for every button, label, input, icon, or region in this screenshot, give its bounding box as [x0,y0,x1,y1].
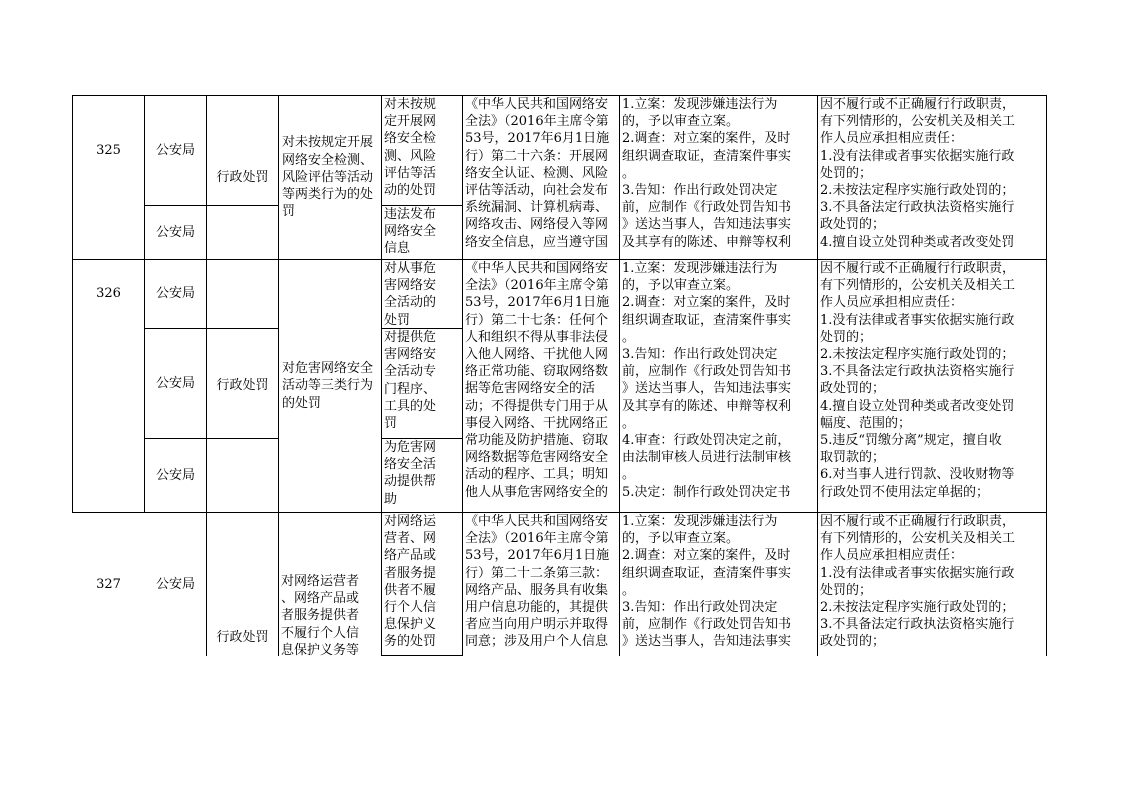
serial-number: 326 [96,286,121,302]
duty-line: 3.告知：作出行政处罚决定 [622,600,778,616]
duty-line: 的，予以审查立案。 [622,114,740,130]
legal-basis-line: 入他人网络、干扰他人网 [465,347,609,363]
sub-item-line: 络安全检 [384,131,437,147]
liability-line: 幅度、范围的； [820,415,912,431]
duty-line: 前，应制作《行政处罚告知书 [622,617,792,633]
sub-item-line: 网络安全 [384,224,437,240]
duty-line: 由法制审核人员进行法制审核 [622,450,792,466]
legal-basis-line: 《中华人民共和国网络安 [465,261,609,276]
col-border [1046,95,1047,656]
serial-number: 325 [96,142,121,158]
liability-line: 有下列情形的，公安机关及相关工 [820,278,1016,294]
department: 公安局 [155,224,195,240]
legal-basis-line: 同意；涉及用户个人信息 [465,634,609,650]
sub-item [382,206,462,259]
liability-line: 6.对当事人进行罚款、没收财物等 [820,467,1015,483]
sub-item-line: 违法发布 [384,207,437,222]
legal-basis-line: 据等危害网络安全的活 [465,381,596,397]
legal-basis [463,260,619,512]
duty-line: 及其享有的陈述、申辩等权利 [622,398,792,414]
sub-item-line: 害网络安 [384,347,437,363]
sub-item-line: 门程序、 [384,381,437,397]
legal-basis-line: 行）第二十七条：任何个 [465,312,609,328]
legal-basis [463,513,619,656]
item-name [279,260,381,512]
legal-basis-line: 他人从事危害网络安全的 [465,484,609,500]
duty-line: 5.决定：制作行政处罚决定书 [622,484,791,500]
sub-item-line: 络产品或 [384,548,437,564]
department: 公安局 [155,142,195,158]
sub-item-line: 络安全活 [384,457,437,473]
sub-item-line: 行个人信 [384,600,437,616]
sub-item-line: 对网络运 [384,514,437,529]
liability-line: 因不履行或不正确履行行政职责， [820,261,1016,276]
liability-line: 1.没有法律或者事实依据实施行政 [820,565,1015,581]
liability-line: 取罚款的； [820,450,886,466]
duty-line: 。 [622,467,636,483]
duty-procedure [620,513,817,656]
sub-item-line: 供者不履 [384,582,437,598]
liability-line: 作人员应承担相应责任： [820,131,964,147]
legal-basis-line: 系统漏洞、计算机病毒、 [465,200,609,216]
item-name-line: 不履行个人信 [281,625,360,641]
liability-line: 5.违反“罚缴分离”规定，擅自收 [820,433,1002,449]
legal-basis-line: 全法》（2016年主席令第 [465,278,609,294]
sub-item-line: 息保护义 [384,617,437,633]
power-category [207,513,278,656]
sub-item-line: 测、风险 [384,148,437,164]
duty-line: 1.立案：发现涉嫌违法行为 [622,97,778,112]
sub-item-line: 对未按规 [384,97,437,112]
legal-basis-line: 行）第二十二条第三款： [465,565,609,581]
duty-line: 3.告知：作出行政处罚决定 [622,183,778,199]
liability-line: 因不履行或不正确履行行政职责， [820,514,1016,529]
liability-line: 3.不具备法定行政执法资格实施行 [820,364,1015,380]
sub-item [382,260,462,328]
legal-basis-line: 53号，2017年6月1日施 [465,131,610,147]
duty-line: 3.告知：作出行政处罚决定 [622,347,778,363]
sub-item-line: 信息 [384,241,411,257]
item-name-line: 者服务提供者 [281,608,360,624]
liability-line: 2.未按法定程序实施行政处罚的； [820,183,1015,199]
power-category: 行政处罚 [216,378,269,394]
sub-item-line: 动提供帮 [384,474,437,490]
power-category-text: 行政处罚 [216,630,269,645]
liability-line: 作人员应承担相应责任： [820,548,964,564]
legal-basis-line: 常功能及防护措施、窃取 [465,433,609,449]
duty-line: 及其享有的陈述、申辩等权利 [622,234,792,250]
legal-basis-line: 事侵入网络、干扰网络正 [465,415,609,431]
liability-line: 2.未按法定程序实施行政处罚的； [820,347,1015,363]
legal-basis-line: 评估等活动，向社会发布 [465,183,609,199]
liability-line: 1.没有法律或者事实依据实施行政 [820,148,1015,164]
sub-item-line: 工具的处 [384,398,437,414]
legal-basis-line: 全法》（2016年主席令第 [465,114,609,130]
department: 公安局 [155,286,195,302]
liability-line: 3.不具备法定行政执法资格实施行 [820,200,1015,216]
duty-line: 2.调查：对立案的案件，及时 [622,131,791,147]
liability-line: 作人员应承担相应责任： [820,295,964,311]
legal-basis-line: 网络数据等危害网络安全 [465,450,609,466]
liability-line: 1.没有法律或者事实依据实施行政 [820,312,1015,328]
liability-line: 处罚的； [820,582,873,598]
duty-line: 前，应制作《行政处罚告知书 [622,200,792,216]
sub-item [382,439,462,512]
duty-line: 的，予以审查立案。 [622,278,740,294]
legal-basis-line: 者应当向用户明示并取得 [465,617,609,633]
item-name-text: 对危害网络安全活动等三类行为的处罚 [282,361,374,411]
sub-item-line: 营者、网 [384,531,437,547]
duty-line: 组织调查取证，查清案件事实 [622,148,792,164]
liability-line: 2.未按法定程序实施行政处罚的； [820,600,1015,616]
legal-basis-line: 络正常功能、窃取网络数 [465,364,609,380]
legal-basis-line: 53号，2017年6月1日施 [465,548,610,564]
sub-item-line: 对提供危 [384,330,437,345]
duty-line: 2.调查：对立案的案件，及时 [622,548,791,564]
power-category: 行政处罚 [216,169,269,185]
legal-basis-line: 行）第二十六条：开展网 [465,148,609,164]
duty-line: 》送达当事人，告知违法事实 [622,217,792,233]
duty-procedure [620,260,817,512]
sub-item-line: 动的处罚 [384,183,437,199]
legal-basis-line: 《中华人民共和国网络安 [465,514,609,529]
duty-line: 》送达当事人，告知违法事实 [622,381,792,397]
power-list-table [72,95,1047,656]
sub-item-line: 全活动的 [384,295,437,311]
duty-procedure [620,96,817,259]
item-name [279,513,381,656]
legal-basis-line: 全法》（2016年主席令第 [465,531,609,547]
duty-line: 1.立案：发现涉嫌违法行为 [622,261,778,276]
legal-basis-line: 用户信息功能的，其提供 [465,600,609,616]
item-name-text: 对未按规定开展网络安全检测、风险评估等活动等两类行为的处罚 [282,135,374,220]
sub-item-line: 为危害网 [384,440,437,455]
liability-line: 有下列情形的，公安机关及相关工 [820,531,1016,547]
liability-line: 政处罚的； [820,634,886,650]
legal-basis-line: 网络产品、服务具有收集 [465,582,609,598]
legal-basis-line: 53号，2017年6月1日施 [465,295,610,311]
item-name-line: 息保护义务等 [281,642,360,656]
sub-item-line: 助 [384,491,398,507]
liability-line: 处罚的； [820,329,873,345]
liability-line: 4.擅自设立处罚种类或者改变处罚 [820,398,1015,414]
item-name [279,96,381,259]
sub-item [382,96,462,205]
liability-line: 行政处罚不使用法定单据的； [820,484,990,500]
sub-item [382,329,462,438]
sub-item-line: 全活动专 [384,364,437,380]
legal-basis-line: 络安全认证、检测、风险 [465,165,609,181]
sub-item-line: 评估等活 [384,165,437,181]
duty-line: 。 [622,329,636,345]
liability-line: 有下列情形的，公安机关及相关工 [820,114,1016,130]
liability-line: 政处罚的； [820,217,886,233]
duty-line: 。 [622,415,636,431]
sub-item-line: 定开展网 [384,114,437,130]
item-name-line: 、网络产品或 [281,591,360,607]
duty-line: 。 [622,165,636,181]
liability-line: 因不履行或不正确履行行政职责， [820,97,1016,112]
liability-line: 4.擅自设立处罚种类或者改变处罚 [820,234,1015,250]
duty-line: 的，予以审查立案。 [622,531,740,547]
liability [818,260,1046,512]
duty-line: 。 [622,582,636,598]
item-name-line: 对网络运营者 [281,574,360,589]
legal-basis-line: 活动的程序、工具；明知 [465,467,609,483]
row-border [381,655,462,656]
sub-item [382,513,462,655]
department: 公安局 [155,576,195,592]
duty-line: 组织调查取证，查清案件事实 [622,565,792,581]
duty-line: 1.立案：发现涉嫌违法行为 [622,514,778,529]
sub-item-line: 害网络安 [384,278,437,294]
duty-line: 4.审查：行政处罚决定之前， [622,433,791,449]
duty-line: 2.调查：对立案的案件，及时 [622,295,791,311]
liability-line: 政处罚的； [820,381,886,397]
duty-line: 》送达当事人，告知违法事实 [622,634,792,650]
sub-item-line: 对从事危 [384,261,437,276]
sub-item-line: 务的处罚 [384,634,437,650]
department: 公安局 [155,467,195,483]
legal-basis-line: 络安全信息，应当遵守国 [465,234,609,250]
department: 公安局 [155,375,195,391]
legal-basis [463,96,619,259]
liability [818,96,1046,259]
legal-basis-line: 动；不得提供专门用于从 [465,398,609,414]
sub-item-line: 罚 [384,416,398,432]
legal-basis-line: 网络攻击、网络侵入等网 [465,217,609,233]
duty-line: 前，应制作《行政处罚告知书 [622,364,792,380]
duty-line: 组织调查取证，查清案件事实 [622,312,792,328]
sub-item-line: 处罚 [384,312,411,328]
legal-basis-line: 《中华人民共和国网络安 [465,97,609,112]
sub-item-line: 者服务提 [384,565,437,581]
liability-line: 3.不具备法定行政执法资格实施行 [820,617,1015,633]
legal-basis-line: 人和组织不得从事非法侵 [465,329,609,345]
liability-line: 处罚的； [820,165,873,181]
liability [818,513,1046,656]
serial-number: 327 [96,576,121,592]
